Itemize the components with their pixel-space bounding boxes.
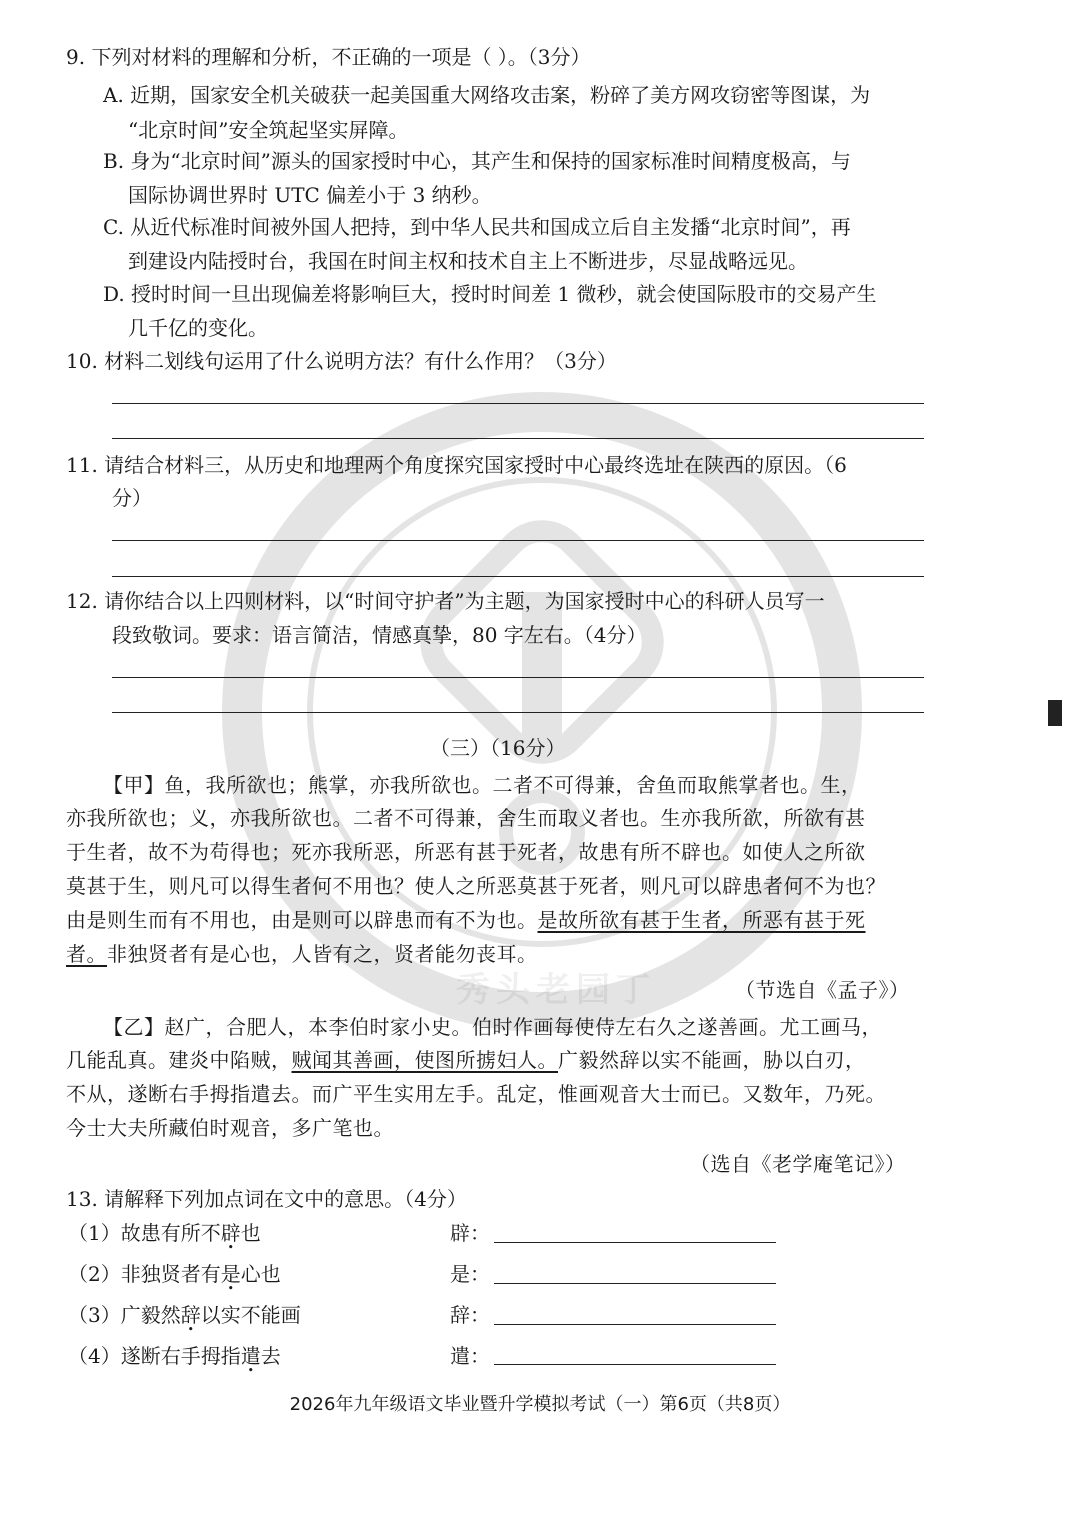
q13-dotted-word: 辞 bbox=[180, 1303, 201, 1327]
q9-option-a-line2: “北京时间”安全筑起坚实屏障。 bbox=[128, 118, 409, 142]
q10-answer-line-2[interactable] bbox=[112, 438, 924, 439]
jia-line6 bbox=[66, 941, 538, 967]
q10-answer-line-1[interactable] bbox=[112, 403, 924, 404]
jia-line5 bbox=[66, 907, 866, 933]
q13-item-4-blank[interactable] bbox=[494, 1364, 776, 1365]
q13-dotted-word: 是 bbox=[220, 1262, 241, 1286]
yi-line4: 今士大夫所藏伯时观音，多广笔也。 bbox=[66, 1116, 394, 1140]
q12-answer-line-1[interactable] bbox=[112, 677, 924, 678]
q9-option-c-line1: C. 从近代标准时间被外国人把持，到中华人民共和国成立后自主发播“北京时间”，再 bbox=[103, 215, 851, 239]
q13-item-1-label: 辟： bbox=[450, 1221, 490, 1245]
q12-stem-line1: 12. 请你结合以上四则材料，以“时间守护者”为主题，为国家授时中心的科研人员写一 bbox=[66, 589, 825, 613]
q11-stem-line2: 分） bbox=[112, 486, 152, 510]
q11-stem-line1: 11. 请结合材料三，从历史和地理两个角度探究国家授时中心最终选址在陕西的原因。（6 bbox=[66, 453, 847, 477]
q13-item-number: （1） bbox=[68, 1221, 121, 1245]
q13-item-text: 心也 bbox=[240, 1262, 281, 1286]
yi-line2-text-a: 几能乱真。建炎中陷贼， bbox=[66, 1048, 292, 1072]
q9-stem: 9. 下列对材料的理解和分析，不正确的一项是（ ）。（3分） bbox=[66, 45, 591, 69]
q13-item-4-label: 遣： bbox=[450, 1344, 490, 1368]
q13-item-2-blank[interactable] bbox=[494, 1283, 776, 1284]
q13-item-3-label: 辞： bbox=[450, 1303, 490, 1327]
watermark-text: 秀头老园丁 bbox=[456, 970, 656, 1010]
q13-item-text: 非独贤者有 bbox=[120, 1262, 221, 1286]
q9-option-b-line1: B. 身为“北京时间”源头的国家授时中心，其产生和保持的国家标准时间精度极高，与 bbox=[103, 149, 851, 173]
q12-stem-line2: 段致敬词。要求：语言简洁，情感真挚，80 字左右。（4分） bbox=[112, 623, 647, 647]
q13-dotted-word: 遣 bbox=[240, 1344, 261, 1368]
q13-item-3 bbox=[68, 1302, 301, 1328]
jia-line3: 于生者，故不为苟得也；死亦我所恶，所恶有甚于死者，故患有所不辟也。如使人之所欲 bbox=[66, 840, 866, 864]
section-title: （三）（16分） bbox=[430, 736, 566, 760]
q13-item-number: （3） bbox=[68, 1303, 121, 1327]
jia-underlined-sentence-part1: 是故所欲有甚于生者，所恶有甚于死 bbox=[537, 908, 866, 932]
jia-line5-text: 由是则生而有不用也，由是则可以辟患而有不为也。 bbox=[66, 908, 538, 932]
q11-answer-line-2[interactable] bbox=[112, 576, 924, 577]
q10-stem: 10. 材料二划线句运用了什么说明方法？有什么作用？（3分） bbox=[66, 349, 617, 373]
jia-source: （节选自《孟子》） bbox=[735, 978, 910, 1002]
q12-answer-line-2[interactable] bbox=[112, 712, 924, 713]
yi-line1: 【乙】赵广，合肥人，本李伯时家小史。伯时作画每使侍左右久之遂善画。尤工画马， bbox=[103, 1015, 882, 1039]
q13-item-text: 广毅然 bbox=[120, 1303, 181, 1327]
q11-answer-line-1[interactable] bbox=[112, 540, 924, 541]
q13-item-1-blank[interactable] bbox=[494, 1242, 776, 1243]
q13-item-text: 故患有所不 bbox=[120, 1221, 221, 1245]
q13-item-3-blank[interactable] bbox=[494, 1324, 776, 1325]
q13-dotted-word: 辟 bbox=[220, 1221, 241, 1245]
yi-line3: 不从，遂断右手拇指遣去。而广平生实用左手。乱定，惟画观音大士而已。又数年，乃死。 bbox=[66, 1082, 886, 1106]
edge-mark bbox=[1048, 700, 1062, 726]
q13-item-text: 遂断右手拇指 bbox=[120, 1344, 241, 1368]
q13-item-4 bbox=[68, 1343, 281, 1369]
yi-line2 bbox=[66, 1047, 866, 1073]
jia-underlined-sentence-part2: 者。 bbox=[66, 942, 107, 966]
q13-item-1 bbox=[68, 1220, 261, 1246]
q13-item-number: （2） bbox=[68, 1262, 121, 1286]
jia-line6-text: 非独贤者有是心也，人皆有之，贤者能勿丧耳。 bbox=[107, 942, 538, 966]
q9-option-b-line2: 国际协调世界时 UTC 偏差小于 3 纳秒。 bbox=[128, 183, 492, 207]
q13-item-text: 以实不能画 bbox=[200, 1303, 301, 1327]
q13-item-text: 去 bbox=[260, 1344, 281, 1368]
q13-item-text: 也 bbox=[240, 1221, 261, 1245]
q13-item-2-label: 是： bbox=[450, 1262, 490, 1286]
yi-underlined-sentence: 贼闻其善画，使图所掳妇人。 bbox=[291, 1048, 558, 1072]
yi-source: （选自《老学庵笔记》） bbox=[690, 1152, 906, 1176]
q13-stem: 13. 请解释下列加点词在文中的意思。（4分） bbox=[66, 1187, 467, 1211]
jia-line1: 【甲】鱼，我所欲也；熊掌，亦我所欲也。二者不可得兼，舍鱼而取熊掌者也。生， bbox=[103, 773, 862, 797]
q13-item-2 bbox=[68, 1261, 281, 1287]
q13-item-number: （4） bbox=[68, 1344, 121, 1368]
jia-line2: 亦我所欲也；义，亦我所欲也。二者不可得兼，舍生而取义者也。生亦我所欲，所欲有甚 bbox=[66, 806, 866, 830]
page-footer: 2026年九年级语文毕业暨升学模拟考试（一）第6页（共8页） bbox=[289, 1394, 791, 1415]
yi-line2-text-c: 广毅然辞以实不能画，胁以白刃， bbox=[558, 1048, 866, 1072]
q9-option-d-line1: D. 授时时间一旦出现偏差将影响巨大，授时时间差 1 微秒，就会使国际股市的交易产生 bbox=[103, 282, 877, 306]
jia-line4: 莫甚于生，则凡可以得生者何不用也？使人之所恶莫甚于死者，则凡可以辟患者何不为也？ bbox=[66, 874, 886, 898]
q9-option-c-line2: 到建设内陆授时台，我国在时间主权和技术自主上不断进步，尽显战略远见。 bbox=[128, 249, 808, 273]
q9-option-d-line2: 几千亿的变化。 bbox=[128, 316, 268, 340]
q9-option-a-line1: A. 近期，国家安全机关破获一起美国重大网络攻击案，粉碎了美方网攻窃密等图谋，为 bbox=[103, 83, 871, 107]
